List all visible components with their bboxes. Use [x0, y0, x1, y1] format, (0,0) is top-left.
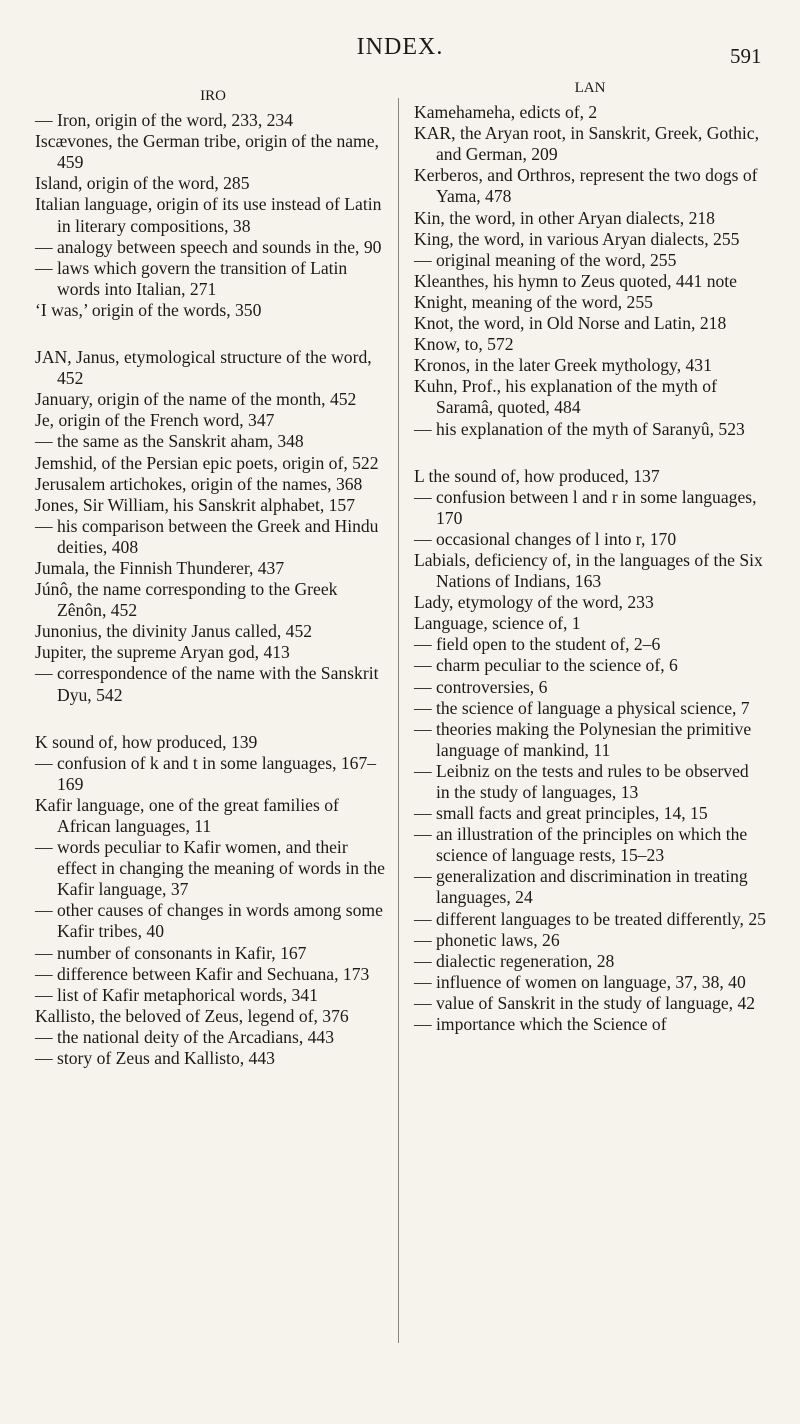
index-entry: Kerberos, and Orthros, represent the two dogs of Yama, 478: [414, 165, 758, 207]
index-entry: JAN, Janus, etymological structure of the word, 452: [35, 347, 372, 389]
index-entry: Jupiter, the supreme Aryan god, 413: [35, 642, 290, 663]
index-entry: — generalization and discrimination in treating languages, 24: [414, 866, 748, 908]
index-entry: Italian language, origin of its use instead of Latin in literary compositions, 38: [35, 194, 382, 236]
index-entry: Iscævones, the German tribe, origin of the name, 459: [35, 131, 379, 173]
index-entry: — confusion of k and t in some languages, 167–169: [35, 752, 377, 794]
index-entry: Jones, Sir William, his Sanskrit alphabet, 157: [35, 494, 356, 515]
index-entry: — influence of women on language, 37, 38, 40: [414, 971, 746, 992]
index-entry: Lady, etymology of the word, 233: [414, 592, 654, 613]
index-entry: — laws which govern the transition of Latin words into Italian, 271: [35, 257, 348, 299]
index-entry: Labials, deficiency of, in the languages of the Six Nations of Indians, 163: [414, 549, 763, 592]
index-entry: Jerusalem artichokes, origin of the names, 368: [35, 473, 363, 494]
page-title: INDEX.: [356, 34, 444, 60]
index-entry: — list of Kafir metaphorical words, 341: [35, 984, 318, 1005]
index-entry: — the same as the Sanskrit aham, 348: [35, 431, 304, 452]
index-entry: Júnô, the name corresponding to the Greek Zênôn, 452: [35, 579, 338, 621]
index-entry: — correspondence of the name with the Sanskrit Dyu, 542: [35, 663, 379, 705]
index-entry: Kamehameha, edicts of, 2: [414, 102, 598, 123]
index-entry: — his comparison between the Greek and Hindu deities, 408: [35, 515, 379, 557]
index-entry: — field open to the student of, 2–6: [414, 634, 661, 655]
index-entry: — importance which the Science of: [414, 1014, 667, 1035]
index-entry: — Iron, origin of the word, 233, 234: [35, 110, 294, 131]
section-gap: [414, 440, 766, 466]
index-entry: — controversies, 6: [414, 676, 548, 697]
index-entry: King, the word, in various Aryan dialects, 255: [414, 228, 740, 249]
index-entry: Kin, the word, in other Aryan dialects, 218: [414, 207, 715, 228]
index-entry: — Leibniz on the tests and rules to be observed in the study of languages, 13: [414, 760, 749, 802]
index-entry: Kleanthes, his hymn to Zeus quoted, 441 note: [414, 270, 737, 291]
index-entry: KAR, the Aryan root, in Sanskrit, Greek, Gothic, and German, 209: [414, 123, 759, 165]
index-entry: L the sound of, how produced, 137: [414, 465, 660, 486]
index-entry: — difference between Kafir and Sechuana, 173: [35, 963, 370, 984]
index-entry: — his explanation of the myth of Saranyû, 523: [414, 418, 745, 439]
index-entry: — different languages to be treated differently, 25: [414, 908, 766, 929]
index-entry: Knot, the word, in Old Norse and Latin, 218: [414, 313, 727, 334]
column-heading-right: LAN: [574, 80, 606, 96]
column-divider: [398, 98, 399, 1343]
index-entry: — dialectic regeneration, 28: [414, 950, 615, 971]
index-entry: — the science of language a physical science, 7: [414, 697, 750, 718]
index-entry: Knight, meaning of the word, 255: [414, 291, 653, 312]
index-entry: — an illustration of the principles on which the science of language rests, 15–23: [414, 824, 748, 866]
index-entry: — words peculiar to Kafir women, and their effect in changing the meaning of words in the Kafir language, 37: [35, 837, 385, 900]
index-entry: Kallisto, the beloved of Zeus, legend of, 376: [35, 1005, 349, 1026]
index-entry: — analogy between speech and sounds in the, 90: [35, 236, 382, 257]
index-entry: January, origin of the name of the month, 452: [35, 389, 357, 410]
index-entry: — the national deity of the Arcadians, 443: [35, 1026, 335, 1047]
column-heading-left: IRO: [200, 88, 226, 104]
index-entry: — story of Zeus and Kallisto, 443: [35, 1048, 275, 1069]
index-entry: — value of Sanskrit in the study of language, 42: [414, 992, 756, 1013]
index-entry: — phonetic laws, 26: [414, 929, 560, 950]
index-entry: Kronos, in the later Greek mythology, 431: [414, 355, 712, 376]
index-entry: — charm peculiar to the science of, 6: [414, 655, 678, 676]
index-entry: K sound of, how produced, 139: [35, 731, 258, 752]
index-column-right: [414, 78, 766, 1035]
page-number: 591: [730, 44, 762, 68]
section-gap: [35, 706, 391, 732]
index-entries-right: [414, 102, 766, 1035]
index-entries-left: [35, 110, 391, 1069]
index-entry: — small facts and great principles, 14, 15: [414, 803, 708, 824]
index-entry: Jemshid, of the Persian epic poets, origin of, 522: [35, 452, 379, 473]
section-gap: [35, 321, 391, 347]
index-entry: Kuhn, Prof., his explanation of the myth of Saramâ, quoted, 484: [414, 376, 717, 418]
index-entry: — other causes of changes in words among some Kafir tribes, 40: [35, 900, 383, 942]
index-entry: Jumala, the Finnish Thunderer, 437: [35, 557, 285, 578]
index-entry: — original meaning of the word, 255: [414, 249, 677, 270]
index-entry: Language, science of, 1: [414, 613, 581, 634]
index-entry: — theories making the Polynesian the primitive language of mankind, 11: [414, 718, 752, 760]
index-entry: Island, origin of the word, 285: [35, 173, 250, 194]
index-column-left: [35, 86, 391, 1069]
index-entry: — occasional changes of l into r, 170: [414, 528, 677, 549]
index-entry: — confusion between l and r in some languages, 170: [414, 486, 757, 528]
index-entry: — number of consonants in Kafir, 167: [35, 942, 307, 963]
index-entry: Junonius, the divinity Janus called, 452: [35, 621, 313, 642]
index-entry: ‘I was,’ origin of the words, 350: [35, 299, 262, 320]
index-entry: Know, to, 572: [414, 334, 514, 355]
index-entry: Je, origin of the French word, 347: [35, 410, 275, 431]
index-entry: Kafir language, one of the great families of African languages, 11: [35, 794, 339, 836]
